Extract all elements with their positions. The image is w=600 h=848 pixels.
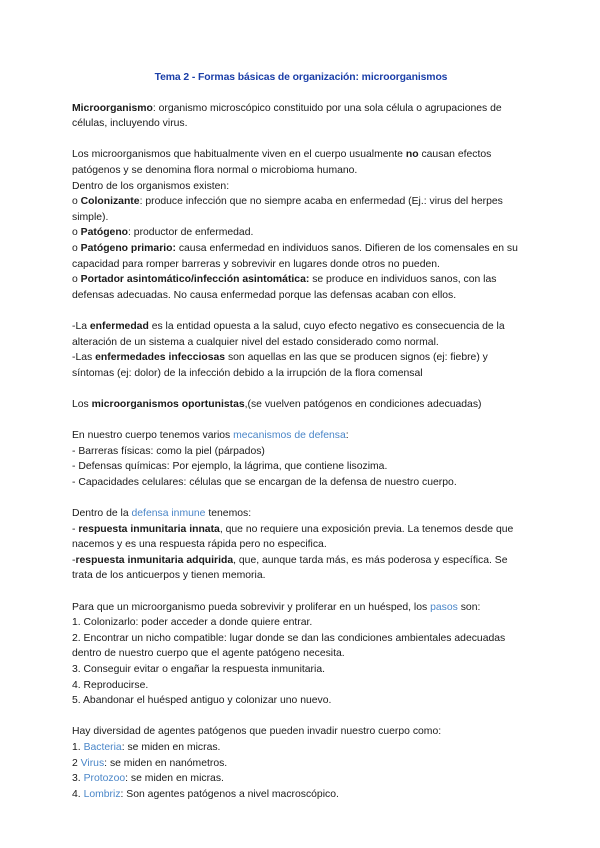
bullet: o	[72, 227, 81, 239]
defense-item: - Defensas químicas: Por ejemplo, la lágrima, que contiene lisozima.	[72, 461, 388, 473]
immune-defense-link[interactable]: defensa inmune	[131, 508, 206, 520]
num: 4.	[72, 788, 84, 800]
flora-text-1: Los microorganismos que habitualmente viven en el cuerpo usualmente	[72, 149, 406, 161]
type-text: causa enfermedad en individuos sanos. Difieren de los comensales en su capacidad para romper barreras y sobrevivir en lugares donde otros no pueden.	[72, 242, 518, 270]
term: microorganismos oportunistas	[91, 398, 245, 410]
disease-paragraph	[72, 319, 530, 350]
type-item	[72, 272, 530, 303]
infectious-paragraph	[72, 350, 530, 381]
type-term: Patógeno	[80, 227, 129, 239]
text: son:	[457, 601, 481, 613]
text: -La	[72, 320, 90, 332]
acquired-paragraph	[72, 553, 530, 584]
opportunist-paragraph	[72, 397, 530, 413]
text: -	[72, 523, 79, 535]
defense-mechanisms-link[interactable]: mecanismos de defensa	[233, 430, 346, 442]
defense-item: - Capacidades celulares: células que se encargan de la defensa de nuestro cuerpo.	[72, 476, 457, 488]
type-item	[72, 194, 530, 225]
text: : se miden en nanómetros.	[104, 757, 228, 769]
type-item	[72, 241, 530, 272]
steps-link[interactable]: pasos	[430, 601, 458, 613]
protozoo-link[interactable]: Protozoo	[83, 773, 126, 785]
definition-term: Microorganismo	[72, 102, 153, 114]
flora-text-2: causan efectos patógenos y se denomina flora normal o microbioma humano.	[72, 149, 492, 176]
type-text: : productor de enfermedad.	[128, 227, 254, 239]
text: , que no requiere una exposición previa. La tenemos desde que nacemos y es una respuesta rápida pero no especifica.	[72, 523, 514, 551]
num: 1.	[72, 741, 84, 753]
text: : Son agentes patógenos a nivel macroscópico.	[120, 788, 339, 800]
steps-intro	[72, 600, 530, 616]
num: 3.	[72, 773, 84, 785]
type-text: se produce en individuos sanos, con las defensas adecuadas. No causa enfermedad porque las defensas acaban con ellos.	[72, 274, 497, 301]
step-item: 5. Abandonar el huésped antiguo y colonizar uno nuevo.	[72, 695, 332, 707]
innate-paragraph	[72, 522, 530, 553]
type-term: Colonizante	[80, 196, 140, 208]
text: En nuestro cuerpo tenemos varios	[72, 430, 234, 442]
step-item: 1. Colonizarlo: poder acceder a donde quiere entrar.	[72, 617, 313, 629]
step-item: 2. Encontrar un nicho compatible: lugar donde se dan las condiciones ambientales adecuadas dentro de nuestro cuerpo que el agente patógeno necesita.	[72, 632, 506, 660]
flora-no: no	[405, 149, 419, 161]
type-text: : produce infección que no siempre acaba en enfermedad (Ej.: virus del herpes simple).	[72, 196, 503, 223]
type-term: Portador asintomático/infección asintomática:	[80, 274, 310, 286]
type-term: Patógeno primario:	[80, 242, 176, 254]
text: son aquellas en las que se producen signos (ej: fiebre) y síntomas (ej: dolor) de la infección debido a la irrupción de la flora comensal	[72, 352, 488, 379]
lombriz-link[interactable]: Lombriz	[83, 788, 121, 800]
text: Para que un microorganismo pueda sobrevivir y proliferar en un huésped, los	[72, 601, 431, 613]
defense-item: - Barreras físicas: como la piel (párpados)	[72, 445, 265, 457]
text: tenemos:	[205, 508, 252, 520]
text: es la entidad opuesta a la salud, cuyo efecto negativo es consecuencia de la alteración de un sistema a cualquier nivel del estado considerado como normal.	[72, 320, 505, 348]
flora-paragraph	[72, 147, 530, 178]
definition-text: : organismo microscópico constituido por una sola célula o agrupaciones de células, incluyendo virus.	[72, 102, 502, 130]
agents-intro: Hay diversidad de agentes patógenos que pueden invadir nuestro cuerpo como:	[72, 726, 442, 738]
agent-item	[72, 787, 530, 803]
term: respuesta inmunitaria adquirida	[75, 554, 234, 566]
within-line: Dentro de los organismos existen:	[72, 180, 230, 192]
term: enfermedad	[89, 320, 149, 332]
type-item	[72, 225, 530, 241]
num: 2	[72, 757, 81, 769]
bacteria-link[interactable]: Bacteria	[83, 741, 122, 753]
text: ,(se vuelven patógenos en condiciones adecuadas)	[244, 398, 482, 410]
virus-link[interactable]: Virus	[80, 757, 105, 769]
document-title: Tema 2 - Formas básicas de organización: microorganismos	[154, 72, 448, 83]
bullet: o	[72, 242, 81, 254]
agent-item	[72, 756, 530, 772]
step-item: 4. Reproducirse.	[72, 679, 149, 691]
definition-paragraph	[72, 101, 530, 132]
text: : se miden en micras.	[125, 773, 224, 785]
bullet: o	[72, 196, 81, 208]
text: Los	[72, 398, 92, 410]
term: enfermedades infecciosas	[95, 352, 226, 364]
agent-item	[72, 771, 530, 787]
text: : se miden en micras.	[121, 741, 221, 753]
step-item: 3. Conseguir evitar o engañar la respuesta inmunitaria.	[72, 663, 325, 675]
text: , que, aunque tarda más, es más poderosa y específica. Se trata de los anticuerpos y tienen memoria.	[72, 554, 508, 582]
text: -	[72, 554, 76, 566]
agent-item	[72, 740, 530, 756]
defense-intro	[72, 428, 530, 444]
text: :	[345, 430, 349, 442]
immune-intro	[72, 506, 530, 522]
text: Dentro de la	[72, 508, 132, 520]
term: respuesta inmunitaria innata	[78, 523, 220, 535]
bullet: o	[72, 274, 81, 286]
text: -Las	[72, 352, 96, 364]
